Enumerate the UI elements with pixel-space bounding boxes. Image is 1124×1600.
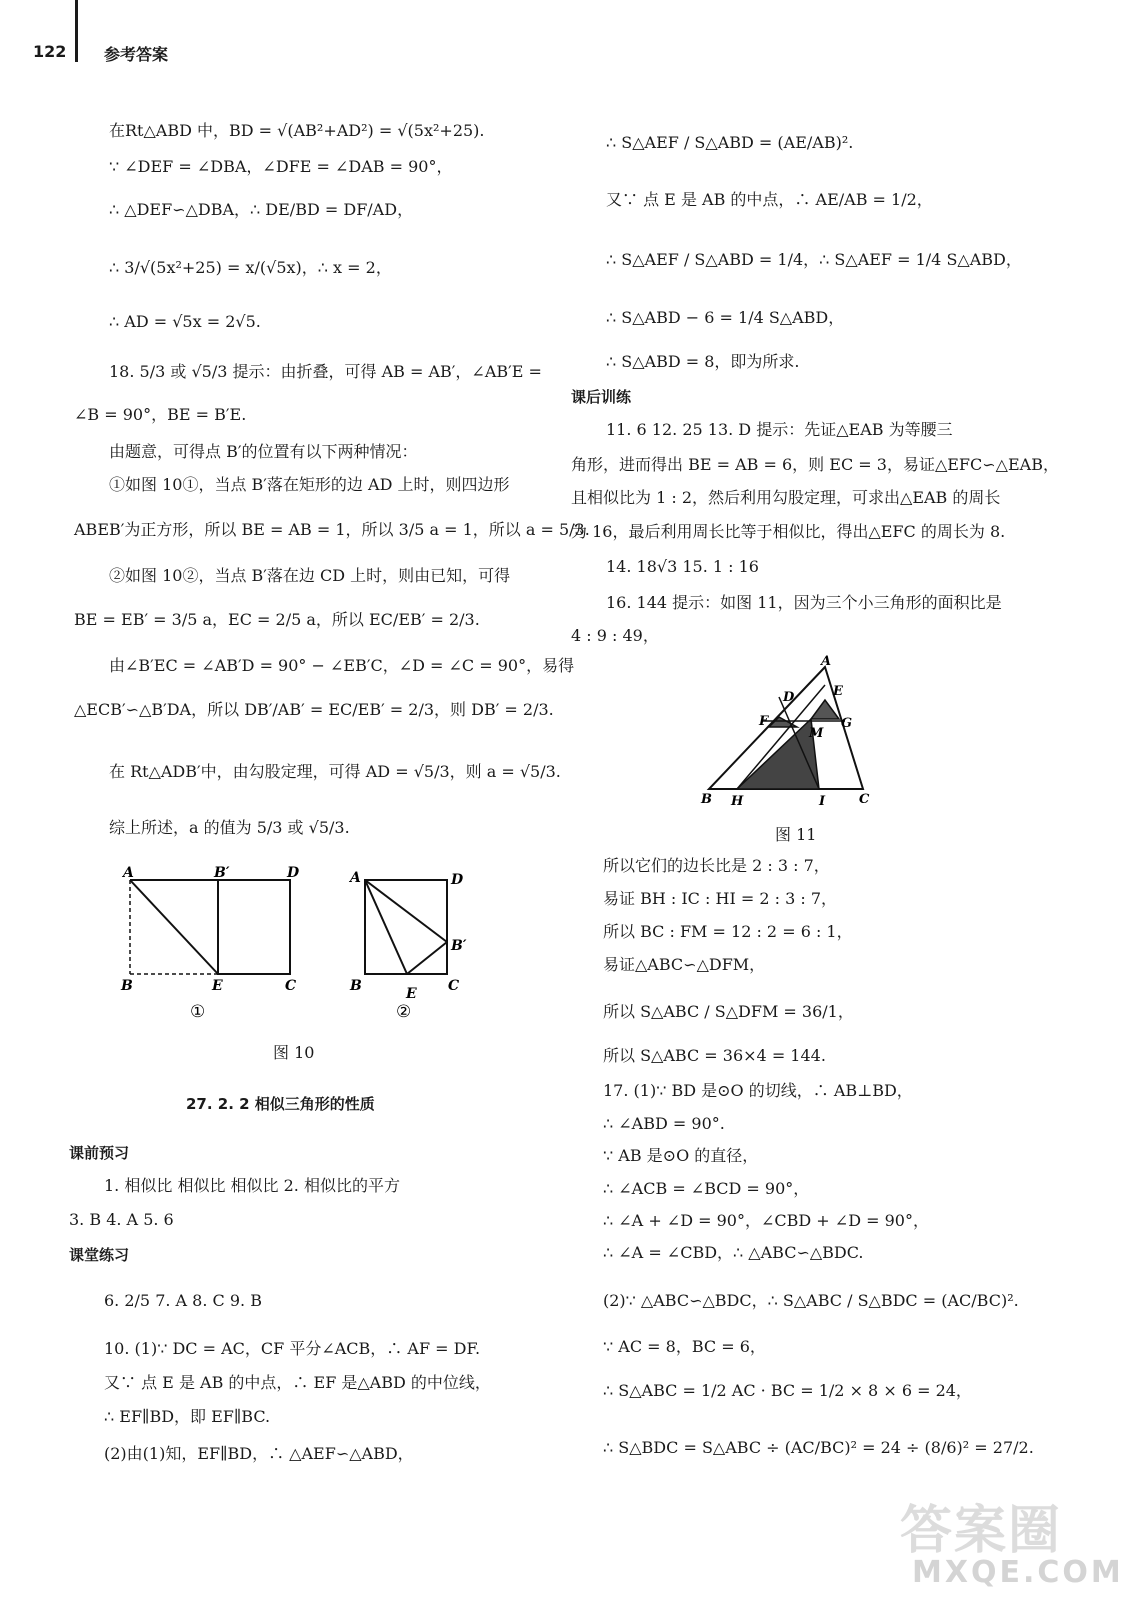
answer-line: (2)∵ △ABC∽△BDC，∴ S△ABC / S△BDC = (AC/BC)². (603, 1291, 1019, 1310)
answer-line: ∴ ∠ABD = 90°. (603, 1114, 725, 1133)
label-B: B (701, 792, 712, 807)
label-B: B (121, 978, 133, 994)
page-title: 参考答案 (104, 45, 169, 64)
answer-line: 6. 2/5 7. A 8. C 9. B (104, 1291, 262, 1310)
answer-line: 所以 S△ABC = 36×4 = 144. (603, 1046, 826, 1065)
label-C: C (859, 792, 870, 807)
rectangle-ABCD (365, 880, 447, 974)
answer-line: (2)由(1)知，EF∥BD，∴ △AEF∽△ABD， (104, 1444, 414, 1463)
answer-line: ABEB′为正方形，所以 BE = AB = 1，所以 3/5 a = 1，所以 a = 5/3. (74, 520, 590, 539)
label-D: D (783, 690, 795, 705)
answer-line: ∴ S△ABD − 6 = 1/4 S△ABD， (606, 308, 845, 327)
answer-line: ∴ S△BDC = S△ABC ÷ (AC/BC)² = 24 ÷ (8/6)² = 27/2. (603, 1438, 1034, 1457)
answer-line: ②如图 10②，当点 B′落在边 CD 上时，则由已知，可得 (109, 566, 511, 585)
label-A: A (821, 654, 832, 669)
answer-line: ∠B = 90°，BE = B′E. (74, 405, 247, 424)
answer-line: 在 Rt△ADB′中，由勾股定理，可得 AD = √5/3，则 a = √5/3. (109, 762, 561, 781)
answer-line: ∴ S△ABC = 1/2 AC · BC = 1/2 × 8 × 6 = 24， (603, 1381, 972, 1400)
page-number: 122 (33, 42, 67, 61)
answer-line: 10. (1)∵ DC = AC，CF 平分∠ACB，∴ AF = DF. (104, 1339, 481, 1358)
answer-line: ∴ EF∥BD，即 EF∥BC. (104, 1407, 271, 1426)
answer-line: ∵ ∠DEF = ∠DBA，∠DFE = ∠DAB = 90°， (109, 157, 453, 176)
answer-line: 由∠B′EC = ∠AB′D = 90° − ∠EB′C，∠D = ∠C = 90°，易得 (109, 656, 575, 675)
label-E: E (406, 986, 417, 1002)
label-F: F (759, 714, 769, 729)
answer-line: BE = EB′ = 3/5 a，EC = 2/5 a，所以 EC/EB′ = 2/3. (74, 610, 480, 629)
segment-EB' (407, 942, 447, 974)
answer-line: 综上所述，a 的值为 5/3 或 √5/3. (109, 818, 350, 837)
answer-line: 在Rt△ABD 中，BD = √(AB²+AD²) = √(5x²+25). (109, 121, 485, 140)
answer-line: ∴ ∠ACB = ∠BCD = 90°， (603, 1179, 810, 1198)
label-D: D (451, 872, 464, 888)
label-E: E (212, 978, 223, 994)
square-B'EC-D (218, 880, 290, 974)
label-B-prime: B′ (451, 938, 467, 954)
answer-line: ∴ △DEF∽△DBA，∴ DE/BD = DF/AD， (109, 200, 414, 219)
segment-AE (130, 880, 218, 974)
label-A: A (123, 865, 134, 881)
segment-AB' (365, 880, 447, 942)
answer-line: 4 : 9 : 49， (571, 626, 659, 645)
answer-line: 11. 6 12. 25 13. D 提示：先证△EAB 为等腰三 (606, 420, 953, 439)
subsection-after-class: 课后训练 (571, 388, 632, 406)
answer-line: 16. 144 提示：如图 11，因为三个小三角形的面积比是 (606, 593, 1002, 612)
figure-10-part-1 (120, 865, 300, 1022)
answer-line: ①如图 10①，当点 B′落在矩形的边 AD 上时，则四边形 (109, 475, 510, 494)
subfig-1-label: ① (190, 1002, 206, 1022)
answer-line: 18. 5/3 或 √5/3 提示：由折叠，可得 AB = AB′，∠AB′E = (109, 362, 542, 381)
answer-line: 3. B 4. A 5. 6 (69, 1210, 174, 1229)
answer-line: 易证△ABC∽△DFM， (603, 955, 766, 974)
label-C: C (448, 978, 460, 994)
figure-11-caption: 图 11 (775, 825, 817, 844)
answer-line: 又∵ 点 E 是 AB 的中点，∴ AE/AB = 1/2， (606, 190, 933, 209)
section-title: 27. 2. 2 相似三角形的性质 (186, 1095, 375, 1113)
answer-line: △ECB′∽△B′DA，所以 DB′/AB′ = EC/EB′ = 2/3，则 DB′ = 2/3. (74, 700, 554, 719)
watermark-logo: 答案圈 (900, 1501, 1063, 1561)
answer-line: ∴ ∠A + ∠D = 90°，∠CBD + ∠D = 90°， (603, 1211, 929, 1230)
label-G: G (841, 716, 853, 731)
label-D: D (287, 865, 300, 881)
answer-line: ∴ S△AEF / S△ABD = (AE/AB)². (606, 133, 854, 152)
answer-line: 14. 18√3 15. 1 : 16 (606, 557, 759, 576)
subsection-pre-study: 课前预习 (69, 1144, 130, 1162)
figure-10-part-2 (348, 870, 467, 1022)
label-M: M (809, 726, 824, 741)
answer-line: ∵ AB 是⊙O 的直径， (603, 1146, 759, 1165)
answer-line: ∵ AC = 8，BC = 6， (603, 1337, 766, 1356)
subsection-class-practice: 课堂练习 (69, 1246, 130, 1264)
answer-line: 且相似比为 1 : 2，然后利用勾股定理，可求出△EAB 的周长 (571, 488, 1001, 507)
header-rule (75, 0, 78, 62)
answer-line: 所以 BC : FM = 12 : 2 = 6 : 1， (603, 922, 853, 941)
answer-line: 1. 相似比 相似比 相似比 2. 相似比的平方 (104, 1176, 400, 1195)
answer-line: ∴ S△AEF / S△ABD = 1/4，∴ S△AEF = 1/4 S△ABD， (606, 250, 1022, 269)
answer-line: 易证 BH : IC : HI = 2 : 3 : 7， (603, 889, 838, 908)
answer-line: ∴ 3/√(5x²+25) = x/(√5x)，∴ x = 2， (109, 258, 392, 277)
label-E: E (833, 684, 843, 699)
figure-10 (110, 860, 490, 1030)
answer-line: 由题意，可得点 B′的位置有以下两种情况： (109, 442, 418, 461)
answer-line: 又∵ 点 E 是 AB 的中点，∴ EF 是△ABD 的中位线， (104, 1373, 491, 1392)
figure-11 (695, 655, 885, 810)
label-H: H (731, 794, 744, 809)
shaded-triangle-MHI (737, 719, 819, 789)
subfig-2-label: ② (396, 1002, 412, 1022)
answer-line: ∴ S△ABD = 8，即为所求. (606, 352, 800, 371)
label-C: C (285, 978, 297, 994)
answer-line: 所以它们的边长比是 2 : 3 : 7， (603, 856, 830, 875)
watermark-url: MXQE.COM (912, 1555, 1124, 1590)
segment-AE (365, 880, 407, 974)
answer-line: 为 16，最后利用周长比等于相似比，得出△EFC 的周长为 8. (571, 522, 1006, 541)
answer-line: 所以 S△ABC / S△DFM = 36/1， (603, 1002, 854, 1021)
figure-10-caption: 图 10 (273, 1043, 315, 1062)
answer-line: ∴ ∠A = ∠CBD，∴ △ABC∽△BDC. (603, 1243, 864, 1262)
answer-line: 角形，进而得出 BE = AB = 6，则 EC = 3，易证△EFC∽△EAB， (571, 455, 1059, 474)
answer-line: ∴ AD = √5x = 2√5. (109, 312, 261, 331)
label-B-prime: B′ (214, 865, 230, 881)
answer-line: 17. (1)∵ BD 是⊙O 的切线，∴ AB⊥BD， (603, 1081, 913, 1100)
shaded-triangle-EMG (811, 700, 839, 719)
label-I: I (819, 794, 826, 809)
label-A: A (350, 870, 361, 886)
label-B: B (350, 978, 362, 994)
